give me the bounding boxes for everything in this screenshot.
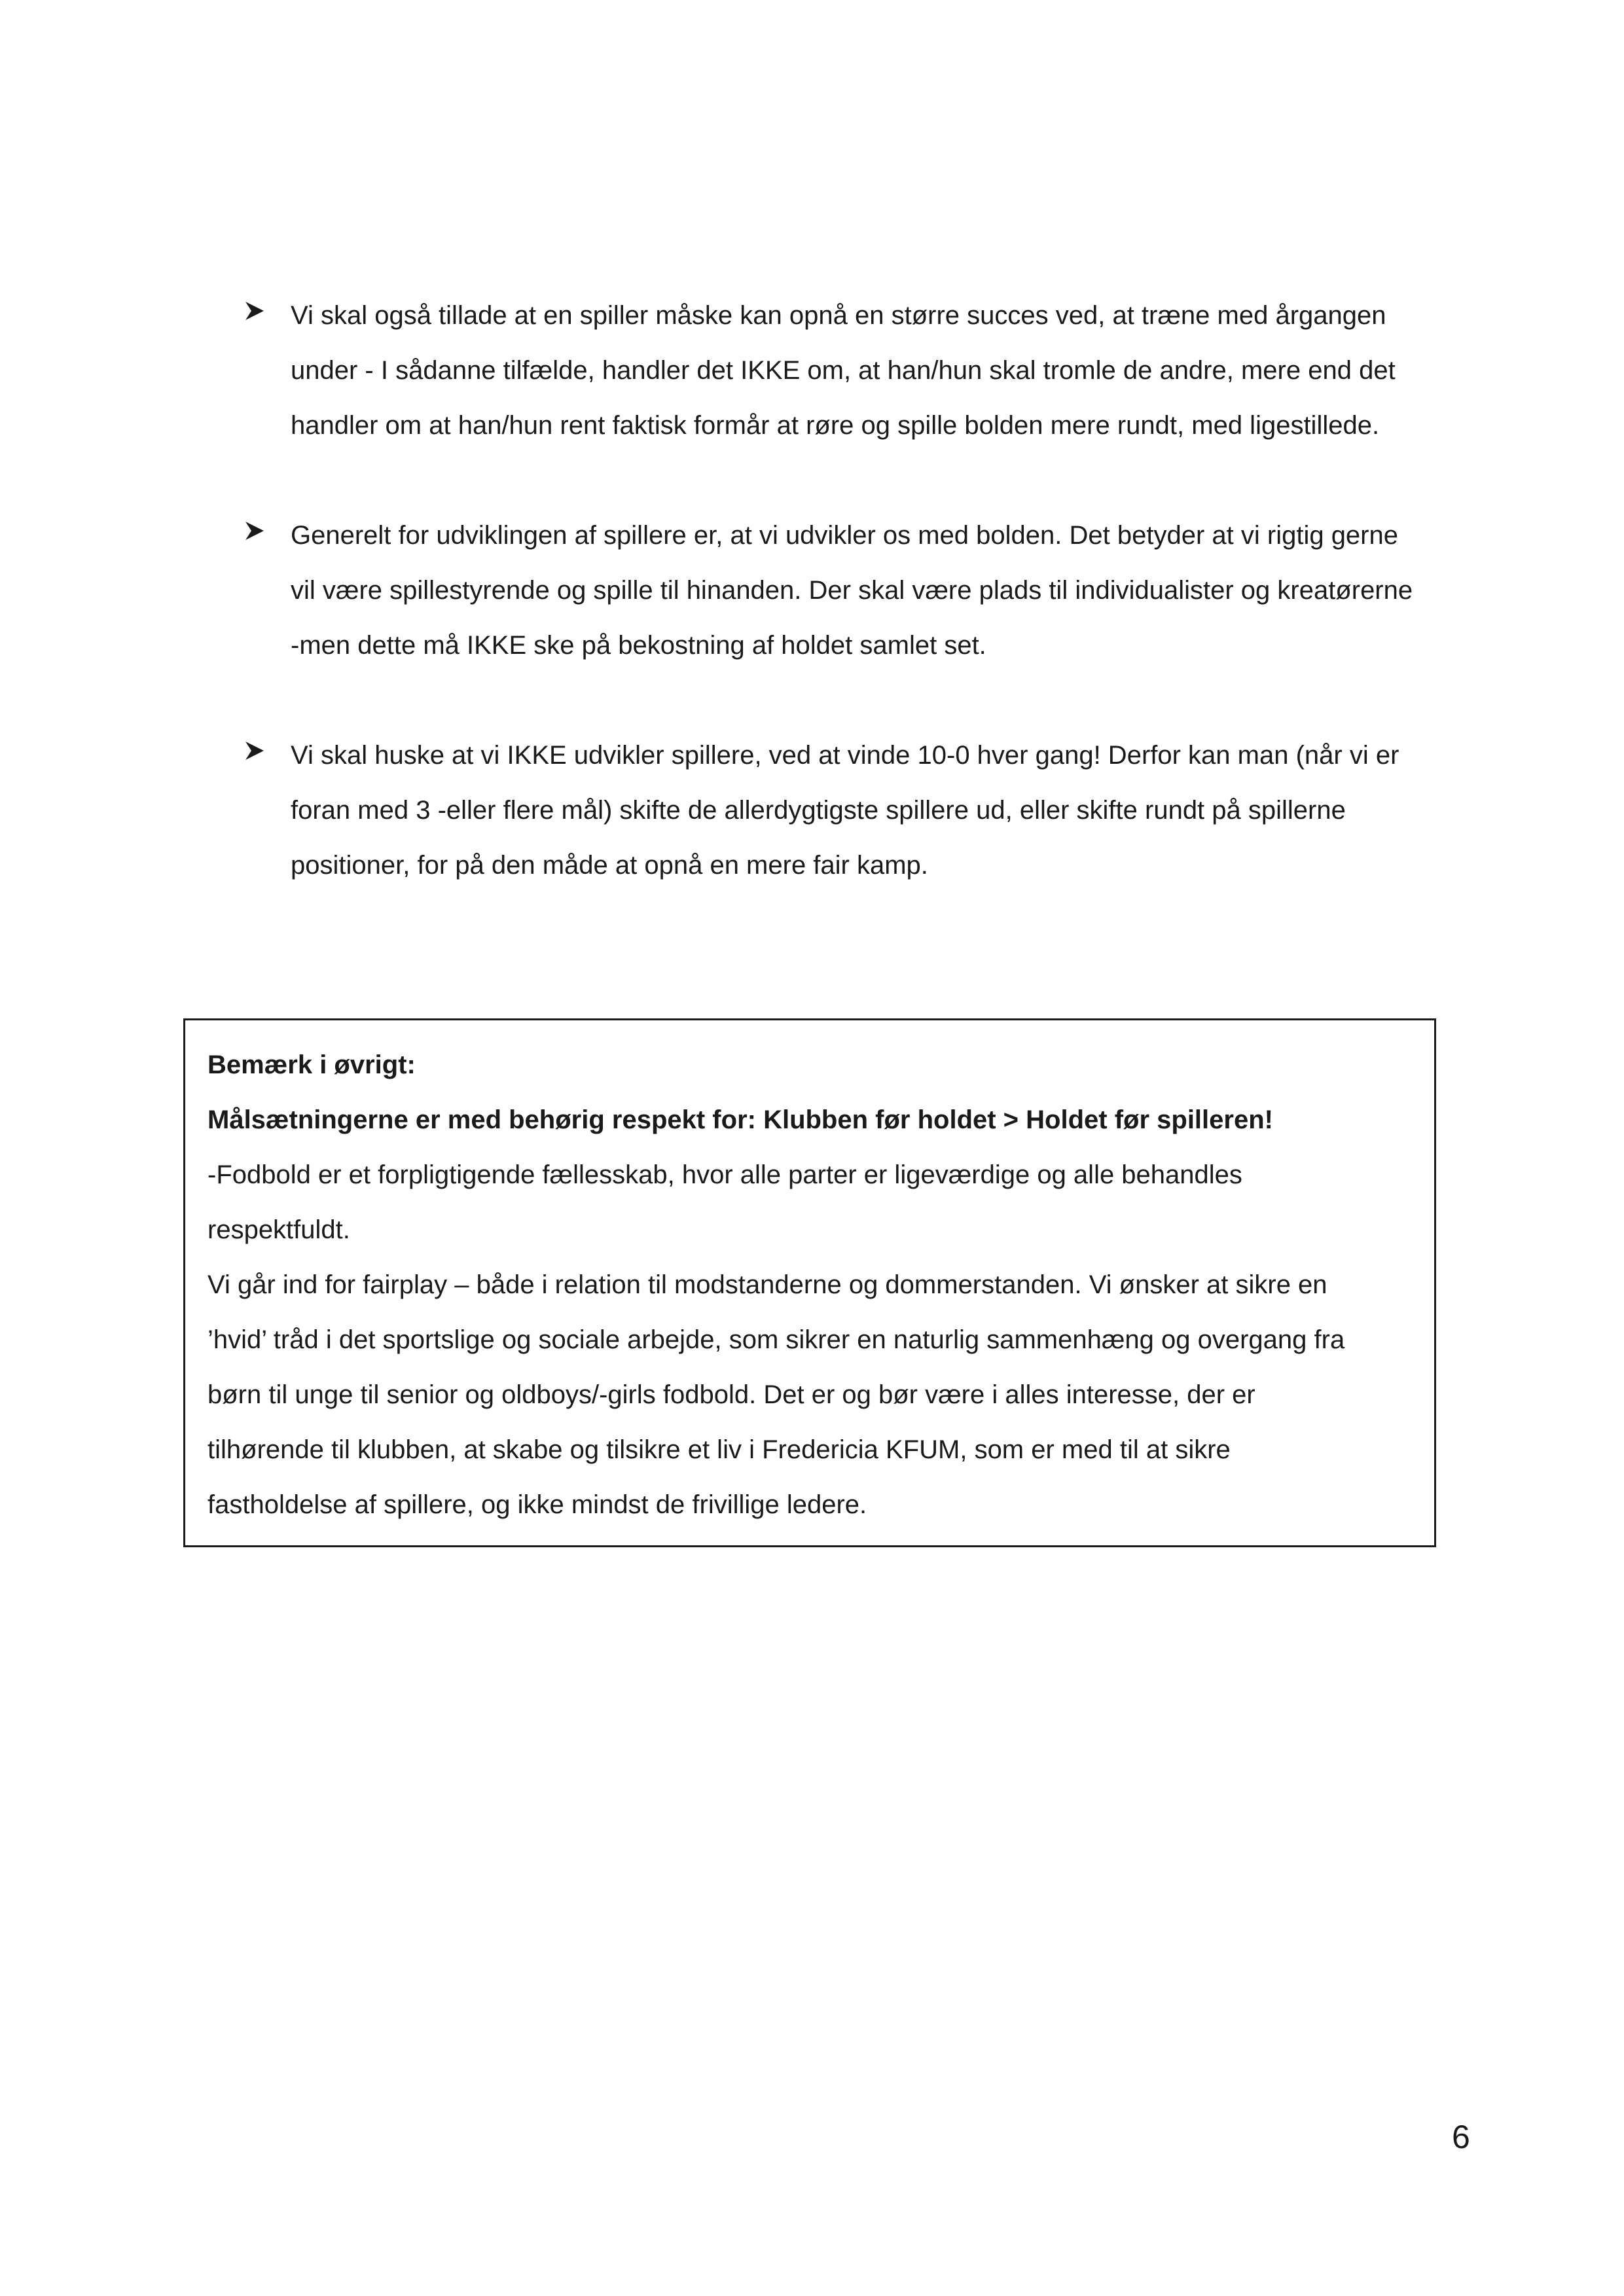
bullet-line: positioner, for på den måde at opnå en mere fair kamp.	[291, 851, 928, 880]
bullet-text	[291, 508, 1495, 673]
note-line: -Fodbold er et forpligtigende fællesskab, hvor alle parter er ligeværdige og alle behandles	[208, 1160, 1242, 1189]
bullet-line: vil være spillestyrende og spille til hinanden. Der skal være plads til individualister og kreatørerne	[291, 576, 1413, 605]
note-box	[183, 1018, 1436, 1547]
bullet-line: handler om at han/hun rent faktisk formår at røre og spille bolden mere rundt, med ligestillede.	[291, 411, 1380, 440]
page-number: 6	[1452, 2119, 1470, 2155]
bullet-line: Vi skal også tillade at en spiller måske kan opnå en større succes ved, at træne med årgangen	[291, 301, 1386, 330]
bullet-text	[291, 288, 1495, 453]
bullet-line: under - I sådanne tilfælde, handler det IKKE om, at han/hun skal tromle de andre, mere end det	[291, 356, 1396, 385]
bullet-line: foran med 3 -eller flere mål) skifte de allerdygtigste spillere ud, eller skifte rundt på spillerne	[291, 796, 1346, 825]
arrow-bullet-icon	[244, 300, 266, 322]
note-heading: Bemærk i øvrigt:	[208, 1050, 416, 1079]
note-subheading: Målsætningerne er med behørig respekt for: Klubben før holdet > Holdet før spilleren!	[208, 1105, 1273, 1134]
arrow-bullet-icon	[244, 520, 266, 542]
bullet-line: Vi skal huske at vi IKKE udvikler spillere, ved at vinde 10-0 hver gang! Derfor kan man (når vi er	[291, 741, 1399, 770]
note-line: tilhørende til klubben, at skabe og tilsikre et liv i Fredericia KFUM, som er med til at sikre	[208, 1435, 1231, 1464]
note-line: børn til unge til senior og oldboys/-girls fodbold. Det er og bør være i alles interesse, der er	[208, 1380, 1255, 1409]
bullet-text	[291, 728, 1495, 893]
note-line: ’hvid’ tråd i det sportslige og sociale arbejde, som sikrer en naturlig sammenhæng og overgang fra	[208, 1325, 1345, 1354]
bullet-line: -men dette må IKKE ske på bekostning af holdet samlet set.	[291, 631, 986, 660]
note-content	[208, 1037, 1425, 1532]
bullet-line: Generelt for udviklingen af spillere er, at vi udvikler os med bolden. Det betyder at vi rigtig gerne	[291, 521, 1398, 550]
note-line: respektfuldt.	[208, 1215, 350, 1244]
arrow-bullet-icon	[244, 740, 266, 762]
note-line: fastholdelse af spillere, og ikke mindst de frivillige ledere.	[208, 1490, 867, 1519]
note-line: Vi går ind for fairplay – både i relation til modstanderne og dommerstanden. Vi ønsker at sikre en	[208, 1270, 1327, 1299]
